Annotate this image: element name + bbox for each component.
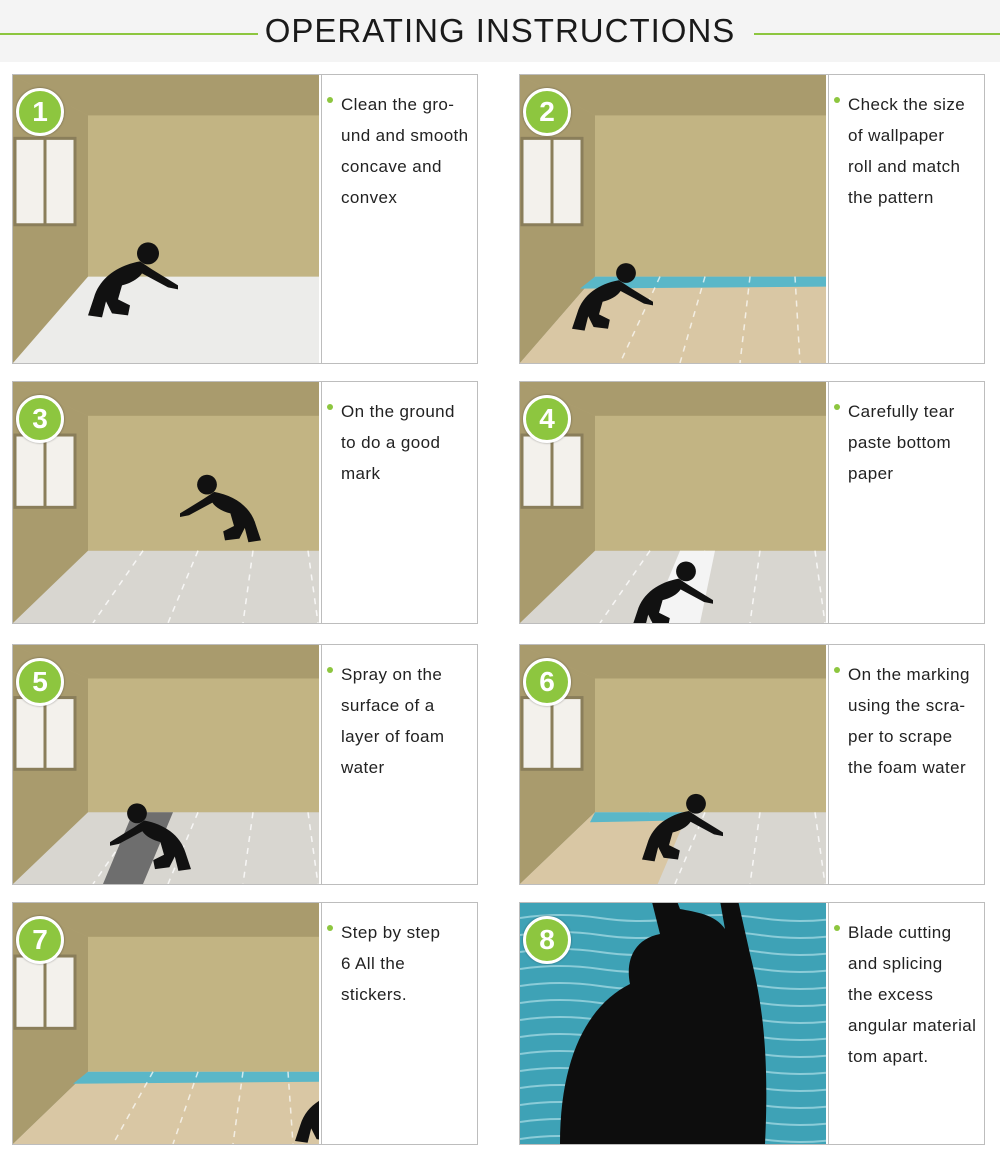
step-description bbox=[828, 382, 984, 489]
back-wall bbox=[88, 678, 319, 812]
step-text-line: On the marking bbox=[848, 665, 970, 684]
step-description bbox=[321, 382, 477, 489]
step-panel-5 bbox=[12, 644, 478, 885]
step-number-badge: 1 bbox=[16, 88, 64, 136]
bullet-icon bbox=[834, 667, 840, 673]
bullet-icon bbox=[834, 97, 840, 103]
step-description bbox=[321, 75, 477, 213]
step-text-line: per to scrape bbox=[848, 727, 953, 746]
step-text-line: Clean the gro- bbox=[341, 95, 455, 114]
bullet-icon bbox=[327, 667, 333, 673]
step-text-line: layer of foam bbox=[341, 727, 445, 746]
step-text-line: Step by step bbox=[341, 923, 441, 942]
step-number-badge: 4 bbox=[523, 395, 571, 443]
step-text-line: the excess bbox=[848, 985, 934, 1004]
sea-strip bbox=[73, 1072, 319, 1084]
page-header bbox=[0, 0, 1000, 62]
step-text-line: of wallpaper bbox=[848, 126, 945, 145]
step-text-line: and splicing bbox=[848, 954, 943, 973]
step-description bbox=[321, 903, 477, 1010]
back-wall bbox=[595, 416, 826, 551]
back-wall bbox=[88, 115, 319, 276]
step-text-line: Carefully tear bbox=[848, 402, 955, 421]
step-text-line: paper bbox=[848, 464, 894, 483]
step-text-line: to do a good bbox=[341, 433, 441, 452]
step-text-line: On the ground bbox=[341, 402, 455, 421]
step-text-line: tom apart. bbox=[848, 1047, 929, 1066]
header-rule-right bbox=[754, 33, 1000, 35]
step-panel-1 bbox=[12, 74, 478, 364]
step-number-badge: 3 bbox=[16, 395, 64, 443]
step-panel-6 bbox=[519, 644, 985, 885]
step-text-line: paste bottom bbox=[848, 433, 952, 452]
step-panel-8 bbox=[519, 902, 985, 1145]
step-description bbox=[321, 645, 477, 783]
step-number-badge: 5 bbox=[16, 658, 64, 706]
step-description bbox=[828, 903, 984, 1072]
bullet-icon bbox=[834, 925, 840, 931]
step-text-line: angular material bbox=[848, 1016, 977, 1035]
step-text-line: the pattern bbox=[848, 188, 934, 207]
back-wall bbox=[595, 678, 826, 812]
step-text-line: water bbox=[341, 758, 385, 777]
step-text-line: Blade cutting bbox=[848, 923, 952, 942]
bullet-icon bbox=[327, 404, 333, 410]
step-description bbox=[828, 645, 984, 783]
step-text-line: convex bbox=[341, 188, 398, 207]
step-text-line: concave and bbox=[341, 157, 442, 176]
step-number-badge: 6 bbox=[523, 658, 571, 706]
bullet-icon bbox=[834, 404, 840, 410]
step-panel-2 bbox=[519, 74, 985, 364]
bullet-icon bbox=[327, 97, 333, 103]
step-number-badge: 2 bbox=[523, 88, 571, 136]
page-title: OPERATING INSTRUCTIONS bbox=[264, 12, 736, 49]
step-text-line: the foam water bbox=[848, 758, 967, 777]
step-text-line: stickers. bbox=[341, 985, 407, 1004]
step-text-line: surface of a bbox=[341, 696, 435, 715]
step-text-line: 6 All the bbox=[341, 954, 406, 973]
back-wall bbox=[88, 937, 319, 1072]
step-text-line: mark bbox=[341, 464, 381, 483]
step-panel-7 bbox=[12, 902, 478, 1145]
step-number-badge: 7 bbox=[16, 916, 64, 964]
step-text-line: Spray on the bbox=[341, 665, 443, 684]
step-text-line: using the scra- bbox=[848, 696, 966, 715]
step-text-line: roll and match bbox=[848, 157, 961, 176]
back-wall bbox=[595, 115, 826, 276]
step-text-line: Check the size bbox=[848, 95, 966, 114]
step-description bbox=[828, 75, 984, 213]
step-number-badge: 8 bbox=[523, 916, 571, 964]
step-text-line: und and smooth bbox=[341, 126, 469, 145]
step-panel-4 bbox=[519, 381, 985, 624]
step-panel-3 bbox=[12, 381, 478, 624]
bullet-icon bbox=[327, 925, 333, 931]
